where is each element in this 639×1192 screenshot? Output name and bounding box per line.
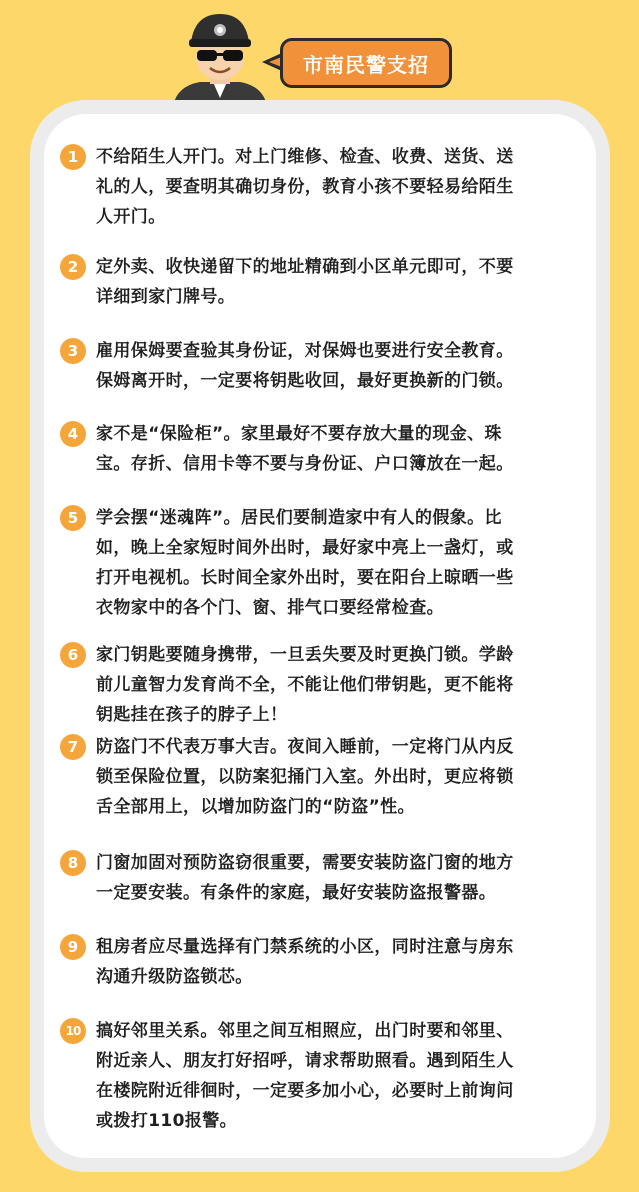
tip-number-badge: 5 [60,505,86,531]
tip-number-badge: 2 [60,254,86,280]
title-badge-text: 市南民警支招 [280,38,452,88]
tip-text: 搞好邻里关系。邻里之间互相照应，出门时要和邻里、 附近亲人、朋友打好招呼，请求帮助照看。遇到陌生人 在楼院附近徘徊时，一定要多加小心，必要时上前询问 或拨打110报警。 [96,1021,514,1131]
tip-number-badge: 4 [60,421,86,447]
tip-item [60,252,580,312]
tip-text: 家不是“保险柜”。家里最好不要存放大量的现金、珠 宝。存折、信用卡等不要与身份证、户口簿放在一起。 [96,424,514,474]
header [0,0,639,110]
tip-text: 雇用保姆要查验其身份证，对保姆也要进行安全教育。 保姆离开时，一定要将钥匙收回，最好更换新的门锁。 [96,341,514,391]
tip-text: 门窗加固对预防盗窃很重要，需要安装防盗门窗的地方 一定要安装。有条件的家庭，最好安装防盗报警器。 [96,853,514,903]
tip-item [60,932,580,992]
tip-number-badge: 6 [60,642,86,668]
tip-number-badge: 3 [60,338,86,364]
tip-item [60,503,580,623]
tip-item [60,336,580,396]
tip-item [60,419,580,479]
tip-text: 定外卖、收快递留下的地址精确到小区单元即可，不要 详细到家门牌号。 [96,257,514,307]
tip-text: 防盗门不代表万事大吉。夜间入睡前，一定将门从内反 锁至保险位置，以防案犯捅门入室。外出时，更应将锁 舌全部用上，以增加防盗门的“防盗”性。 [96,737,514,817]
police-officer-icon [165,6,275,106]
tip-text: 租房者应尽量选择有门禁系统的小区，同时注意与房东 沟通升级防盗锁芯。 [96,937,514,987]
tip-number-badge: 8 [60,850,86,876]
tip-text: 学会摆“迷魂阵”。居民们要制造家中有人的假象。比 如，晚上全家短时间外出时，最好家中亮上一盏灯，或 打开电视机。长时间全家外出时，要在阳台上晾晒一些 衣物家中的各个门、窗、排气口要经常检查。 [96,508,514,618]
tip-text: 不给陌生人开门。对上门维修、检查、收费、送货、送 礼的人，要查明其确切身份，教育小孩不要轻易给陌生 人开门。 [96,147,514,227]
tip-item [60,848,580,908]
tip-item [60,732,580,822]
tip-number-badge: 1 [60,144,86,170]
tip-text: 家门钥匙要随身携带，一旦丢失要及时更换门锁。学龄 前儿童智力发育尚不全，不能让他们带钥匙，更不能将 钥匙挂在孩子的脖子上！ [96,645,514,725]
tip-item [60,142,580,232]
tip-number-badge: 10 [60,1018,86,1044]
tip-item [60,1016,580,1136]
tip-number-badge: 9 [60,934,86,960]
tip-number-badge: 7 [60,734,86,760]
tip-item [60,640,580,730]
